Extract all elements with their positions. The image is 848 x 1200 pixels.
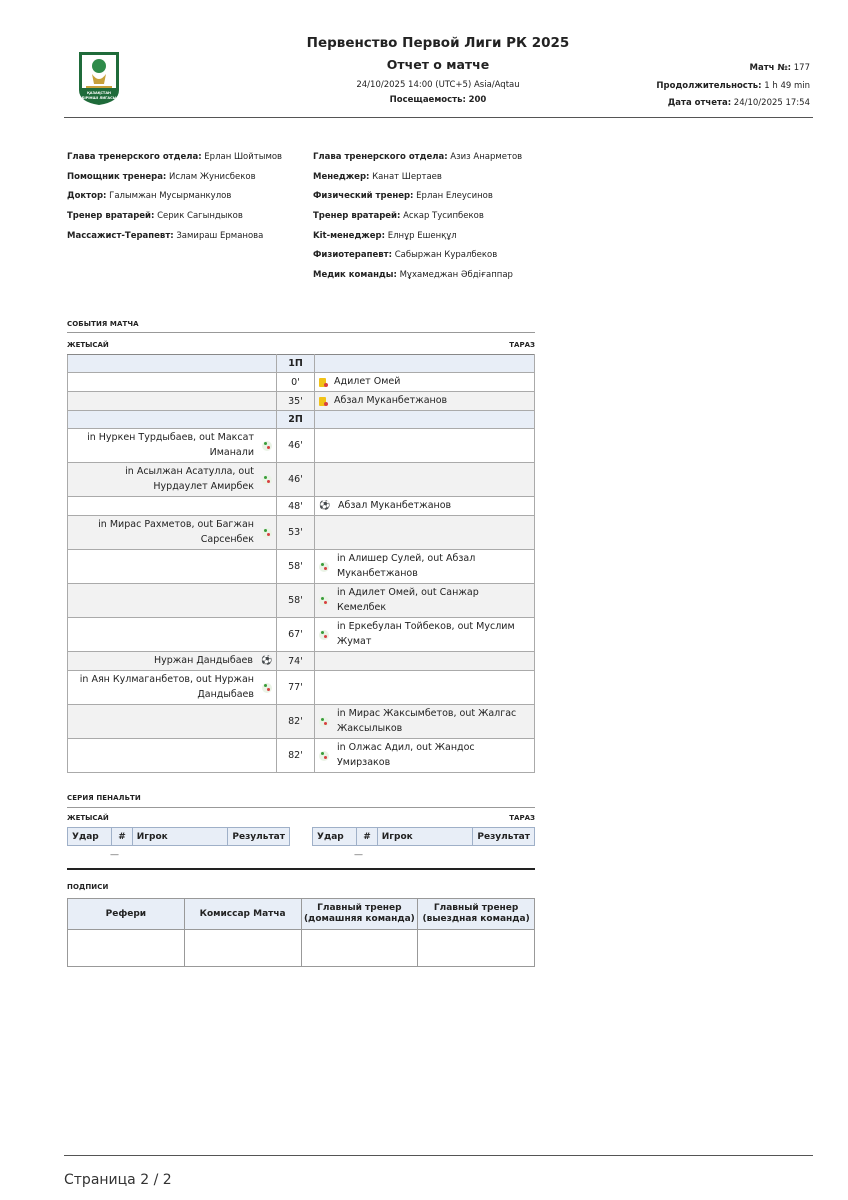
event-row: [68, 463, 535, 497]
away-event-cell: [315, 497, 535, 516]
home-event-text: in Мирас Рахметов, out Багжан Сарсенбек: [98, 519, 254, 545]
home-event: [72, 431, 272, 460]
penalty-col-shot: Удар: [68, 828, 112, 846]
event-row: [68, 429, 535, 463]
page-number: Страница 2 / 2: [64, 1172, 172, 1188]
event-row: [68, 652, 535, 671]
penalty-bottom-rule: [67, 868, 535, 870]
half-header-blank: [315, 355, 535, 373]
event-minute: 77': [277, 671, 315, 705]
header-divider: [64, 117, 813, 118]
away-event-cell: [315, 392, 535, 411]
event-minute: 0': [277, 373, 315, 392]
event-minute: 35': [277, 392, 315, 411]
signature-away-coach-box[interactable]: [418, 930, 535, 967]
events-away-team: ТАРАЗ: [509, 341, 535, 349]
staff-row: [313, 191, 522, 211]
away-event-cell: [315, 705, 535, 739]
substitution-icon: [262, 441, 272, 451]
duration-value: 1 h 49 min: [764, 81, 810, 91]
staff-name: Мұхамеджан Әбдіғаппар: [399, 270, 513, 281]
penalty-col-player: Игрок: [377, 828, 473, 846]
staff-name: Галымжан Мусырманкулов: [109, 191, 232, 202]
staff-row: [313, 270, 522, 290]
event-minute: 74': [277, 652, 315, 671]
away-event-text: in Адилет Омей, out Санжар Кемелбек: [337, 587, 479, 613]
home-event-cell: [68, 618, 277, 652]
staff-name: Ерлан Шойтымов: [204, 152, 283, 162]
home-event-text: in Аян Кулмаганбетов, out Нуржан Дандыбаев: [79, 674, 254, 700]
away-event-text: in Олжас Адил, out Жандос Умирзаков: [337, 742, 475, 768]
penalty-col-result: Результат: [228, 828, 290, 846]
penalty-col-number: #: [112, 828, 133, 846]
staff-row: [67, 152, 282, 172]
away-event: [319, 620, 530, 649]
match-datetime: 24/10/2025 14:00 (UTC+5) Asia/Aqtau: [356, 80, 520, 90]
home-event-cell: [68, 497, 277, 516]
event-row: [68, 392, 535, 411]
penalty-home-empty: —: [110, 850, 119, 860]
staff-role: Тренер вратарей:: [67, 211, 155, 222]
home-event: [72, 673, 272, 702]
yellow-card-icon: [319, 378, 326, 387]
event-row: [68, 584, 535, 618]
penalty-divider: [67, 807, 535, 808]
penalty-table-home: [67, 827, 290, 846]
home-event-cell: [68, 392, 277, 411]
logo-caption-2: БІРІНШІ ЛИГАСЫ: [81, 96, 117, 100]
home-event-cell: [68, 373, 277, 392]
home-event-cell: [68, 739, 277, 773]
half-header-blank: [68, 355, 277, 373]
staff-name: Елнұр Ешенқұл: [387, 230, 457, 241]
away-event-text: Абзал Муканбетжанов: [334, 394, 448, 406]
event-row: [68, 373, 535, 392]
half-header-blank: [315, 411, 535, 429]
event-row: [68, 497, 535, 516]
signature-home-coach-header: Главный тренер (домашняя команда): [301, 899, 418, 930]
event-row: [68, 705, 535, 739]
penalty-section-title: СЕРИЯ ПЕНАЛЬТИ: [67, 794, 141, 802]
match-number: [750, 63, 810, 73]
staff-row: [313, 211, 522, 231]
staff-name: Ерлан Елеусинов: [416, 191, 493, 202]
staff-role: Тренер вратарей:: [313, 211, 401, 222]
match-number-label: Матч №:: [749, 63, 792, 73]
event-row: [68, 550, 535, 584]
staff-role: Медик команды:: [313, 270, 397, 281]
signature-commissioner-box[interactable]: [184, 930, 301, 967]
staff-name: Сабыржан Куралбеков: [394, 250, 498, 261]
goal-ball-icon: ⚽: [319, 500, 331, 511]
staff-role: Массажист-Терапевт:: [67, 230, 174, 241]
substitution-icon: [319, 717, 329, 727]
attendance-value: 200: [468, 95, 487, 105]
home-event-cell: [68, 463, 277, 497]
event-minute: 82': [277, 705, 315, 739]
away-event-text: in Еркебулан Тойбеков, out Муслим Жумат: [337, 621, 515, 647]
substitution-icon: [319, 562, 329, 572]
away-event-cell: [315, 618, 535, 652]
event-row: [68, 618, 535, 652]
away-event-cell: [315, 429, 535, 463]
home-event-cell: [68, 705, 277, 739]
report-date-value: 24/10/2025 17:54: [733, 98, 810, 108]
report-date: [668, 98, 810, 108]
home-event-cell: [68, 652, 277, 671]
penalty-goal-icon: ⚽: [261, 655, 273, 666]
signature-home-coach-box[interactable]: [301, 930, 418, 967]
away-event: [319, 499, 530, 514]
staff-name: Канат Шертаев: [372, 171, 442, 182]
staff-role: Физический тренер:: [313, 191, 414, 202]
away-event-cell: [315, 652, 535, 671]
staff-row: [67, 211, 282, 231]
staff-row: [313, 231, 522, 251]
home-event-text: in Нуркен Турдыбаев, out Максат Иманали: [87, 432, 254, 458]
home-event-cell: [68, 429, 277, 463]
staff-name: Аскар Тусипбеков: [403, 211, 484, 222]
staff-role: Глава тренерского отдела:: [313, 152, 448, 162]
home-event-cell: [68, 584, 277, 618]
away-event: [319, 586, 530, 615]
event-minute: 67': [277, 618, 315, 652]
penalty-home-team: ЖЕТЫСАЙ: [67, 814, 109, 822]
substitution-icon: [319, 751, 329, 761]
report-title: Первенство Первой Лиги РК 2025: [306, 35, 570, 51]
staff-name: Азиз Анарметов: [450, 152, 523, 162]
events-home-team: ЖЕТЫСАЙ: [67, 341, 109, 349]
match-number-value: 177: [793, 63, 810, 73]
half-header-row: [68, 355, 535, 373]
event-minute: 53': [277, 516, 315, 550]
signature-away-coach-header: Главный тренер (выездная команда): [418, 899, 535, 930]
home-event-cell: [68, 671, 277, 705]
away-event-text: Абзал Муканбетжанов: [338, 499, 452, 511]
report-date-label: Дата отчета:: [667, 98, 732, 108]
event-minute: 48': [277, 497, 315, 516]
home-event-cell: [68, 550, 277, 584]
attendance-label: Посещаемость:: [389, 95, 466, 105]
home-event: [72, 518, 272, 547]
staff-row: [313, 152, 522, 172]
home-event-text: Нуржан Дандыбаев: [153, 654, 253, 666]
event-row: [68, 671, 535, 705]
penalty-table-away: [312, 827, 535, 846]
half-header-blank: [68, 411, 277, 429]
staff-role: Менеджер:: [313, 171, 370, 182]
home-event-cell: [68, 516, 277, 550]
away-event: [319, 741, 530, 770]
away-event-cell: [315, 373, 535, 392]
duration-label: Продолжительность:: [656, 81, 762, 91]
half-header-row: [68, 411, 535, 429]
staff-row: [313, 172, 522, 192]
events-table: [67, 354, 535, 773]
signatures-section-title: ПОДПИСИ: [67, 883, 109, 891]
away-event-text: Адилет Омей: [334, 375, 401, 387]
signature-referee-header: Рефери: [68, 899, 185, 930]
event-row: [68, 516, 535, 550]
penalty-away-team: ТАРАЗ: [509, 814, 535, 822]
report-subtitle: Отчет о матче: [386, 57, 490, 72]
away-event-cell: [315, 584, 535, 618]
half-label: 1П: [277, 355, 315, 373]
staff-row: [313, 250, 522, 270]
event-row: [68, 739, 535, 773]
substitution-icon: [262, 475, 272, 485]
substitution-icon: [319, 596, 329, 606]
penalty-col-player: Игрок: [132, 828, 228, 846]
substitution-icon: [319, 630, 329, 640]
away-event: [319, 375, 530, 390]
away-staff-list: [313, 152, 522, 290]
away-event-text: in Алишер Сулей, out Абзал Муканбетжанов: [337, 553, 476, 579]
away-event-cell: [315, 463, 535, 497]
penalty-col-shot: Удар: [313, 828, 357, 846]
signature-commissioner-header: Комиссар Матча: [184, 899, 301, 930]
staff-name: Замираш Ерманова: [176, 230, 264, 241]
staff-role: Физиотерапевт:: [313, 250, 392, 261]
event-minute: 58': [277, 584, 315, 618]
event-minute: 58': [277, 550, 315, 584]
staff-row: [67, 172, 282, 192]
away-event: [319, 707, 530, 736]
penalty-col-number: #: [357, 828, 378, 846]
away-event-cell: [315, 550, 535, 584]
substitution-icon: [262, 528, 272, 538]
staff-role: Kit-менеджер:: [313, 230, 386, 241]
penalty-away-empty: —: [354, 850, 363, 860]
away-event: [319, 394, 530, 409]
events-divider: [67, 332, 535, 333]
signatures-table: [67, 898, 535, 967]
footer-divider: [64, 1155, 813, 1156]
events-section-title: СОБЫТИЯ МАТЧА: [67, 320, 139, 328]
home-event: [72, 654, 272, 669]
event-minute: 46': [277, 429, 315, 463]
home-event: [72, 465, 272, 494]
logo-caption-1: ҚАЗАҚСТАН: [87, 91, 111, 95]
home-event-text: in Асылжан Асатулла, out Нурдаулет Амирбек: [125, 466, 254, 492]
staff-role: Глава тренерского отдела:: [67, 152, 202, 162]
signature-referee-box[interactable]: [68, 930, 185, 967]
match-duration: [656, 81, 810, 91]
away-event-cell: [315, 671, 535, 705]
event-minute: 46': [277, 463, 315, 497]
half-label: 2П: [277, 411, 315, 429]
yellow-card-icon: [319, 397, 326, 406]
staff-name: Ислам Жунисбеков: [169, 171, 256, 182]
away-event: [319, 552, 530, 581]
staff-name: Серик Сагындыков: [157, 211, 243, 222]
staff-row: [67, 231, 282, 251]
away-event-cell: [315, 516, 535, 550]
home-staff-list: [67, 152, 282, 250]
staff-row: [67, 191, 282, 211]
away-event-text: in Мирас Жаксымбетов, out Жалгас Жаксылыков: [337, 708, 517, 734]
staff-role: Помощник тренера:: [67, 171, 167, 182]
substitution-icon: [262, 683, 272, 693]
event-minute: 82': [277, 739, 315, 773]
staff-role: Доктор:: [67, 191, 107, 202]
away-event-cell: [315, 739, 535, 773]
penalty-col-result: Результат: [473, 828, 535, 846]
